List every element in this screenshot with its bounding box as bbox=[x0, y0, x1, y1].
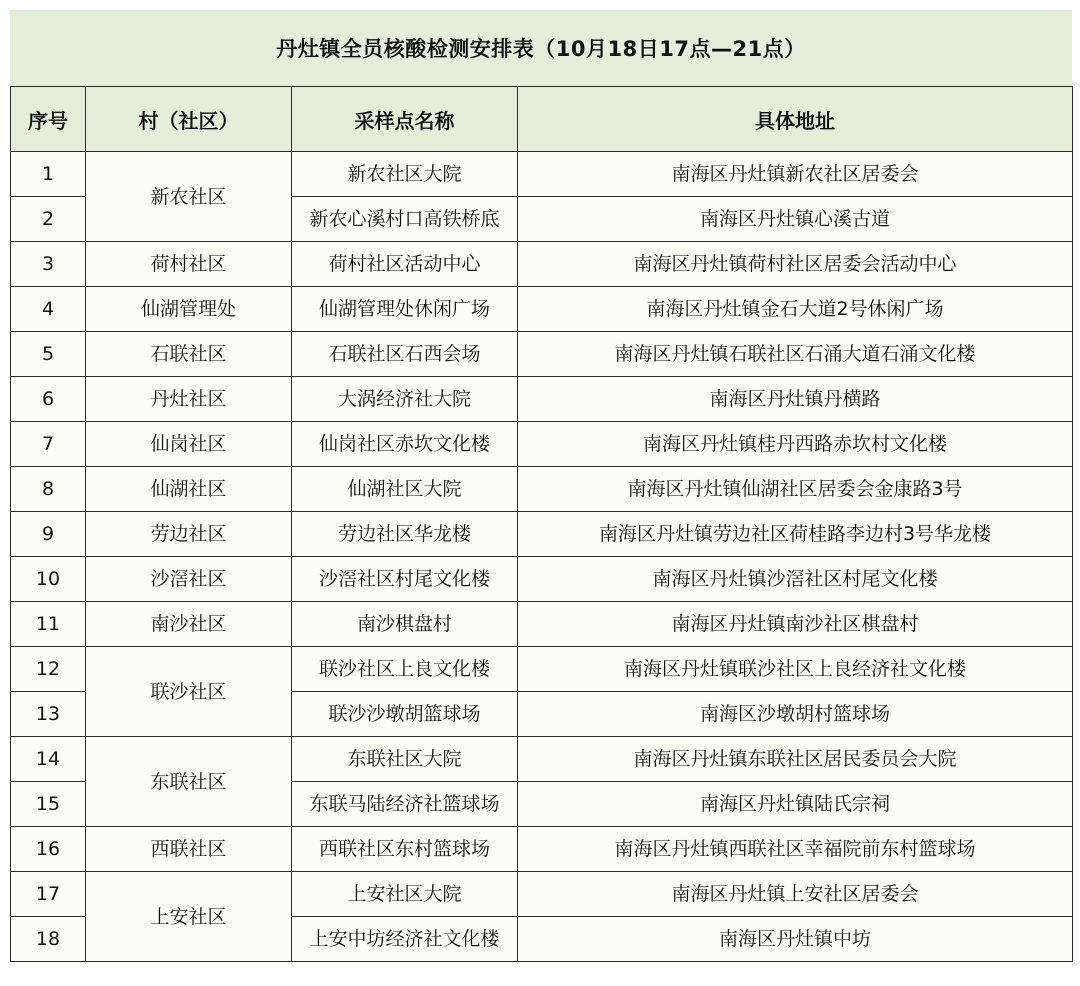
sampling-site-name: 沙滘社区村尾文化楼 bbox=[292, 557, 518, 602]
village-name: 仙湖社区 bbox=[86, 467, 292, 512]
table-row bbox=[11, 872, 1073, 917]
table-row bbox=[11, 737, 1073, 782]
site-address: 南海区丹灶镇联沙社区上良经济社文化楼 bbox=[518, 647, 1073, 692]
row-number: 2 bbox=[11, 197, 86, 242]
village-name: 石联社区 bbox=[86, 332, 292, 377]
site-address: 南海区丹灶镇劳边社区荷桂路李边村3号华龙楼 bbox=[518, 512, 1073, 557]
sampling-site-name: 联沙社区上良文化楼 bbox=[292, 647, 518, 692]
village-name: 上安社区 bbox=[86, 872, 292, 962]
row-number: 3 bbox=[11, 242, 86, 287]
sampling-site-name: 联沙沙墩胡篮球场 bbox=[292, 692, 518, 737]
row-number: 10 bbox=[11, 557, 86, 602]
village-name: 西联社区 bbox=[86, 827, 292, 872]
table-row bbox=[11, 287, 1073, 332]
row-number: 9 bbox=[11, 512, 86, 557]
row-number: 15 bbox=[11, 782, 86, 827]
village-name: 仙湖管理处 bbox=[86, 287, 292, 332]
site-address: 南海区丹灶镇新农社区居委会 bbox=[518, 152, 1073, 197]
village-name: 东联社区 bbox=[86, 737, 292, 827]
table-row bbox=[11, 647, 1073, 692]
site-address: 南海区丹灶镇沙滘社区村尾文化楼 bbox=[518, 557, 1073, 602]
sampling-site-name: 东联马陆经济社篮球场 bbox=[292, 782, 518, 827]
site-address: 南海区丹灶镇中坊 bbox=[518, 917, 1073, 962]
table-row bbox=[11, 152, 1073, 197]
village-name: 仙岗社区 bbox=[86, 422, 292, 467]
site-address: 南海区丹灶镇陆氏宗祠 bbox=[518, 782, 1073, 827]
site-address: 南海区丹灶镇仙湖社区居委会金康路3号 bbox=[518, 467, 1073, 512]
site-address: 南海区丹灶镇石联社区石涌大道石涌文化楼 bbox=[518, 332, 1073, 377]
sampling-site-name: 大涡经济社大院 bbox=[292, 377, 518, 422]
row-number: 7 bbox=[11, 422, 86, 467]
row-number: 1 bbox=[11, 152, 86, 197]
row-number: 4 bbox=[11, 287, 86, 332]
row-number: 11 bbox=[11, 602, 86, 647]
sampling-site-name: 石联社区石西会场 bbox=[292, 332, 518, 377]
schedule-sheet bbox=[10, 10, 1072, 976]
row-number: 16 bbox=[11, 827, 86, 872]
village-name: 南沙社区 bbox=[86, 602, 292, 647]
site-address: 南海区丹灶镇西联社区幸福院前东村篮球场 bbox=[518, 827, 1073, 872]
table-row bbox=[11, 557, 1073, 602]
sampling-site-name: 荷村社区活动中心 bbox=[292, 242, 518, 287]
header-cell-site: 采样点名称 bbox=[292, 87, 518, 152]
table-body bbox=[11, 152, 1073, 962]
village-name: 劳边社区 bbox=[86, 512, 292, 557]
sampling-site-name: 仙湖社区大院 bbox=[292, 467, 518, 512]
header-row bbox=[11, 87, 1073, 152]
row-number: 8 bbox=[11, 467, 86, 512]
site-address: 南海区丹灶镇心溪古道 bbox=[518, 197, 1073, 242]
table-title: 丹灶镇全员核酸检测安排表（10月18日17点—21点） bbox=[10, 10, 1072, 86]
sampling-site-name: 东联社区大院 bbox=[292, 737, 518, 782]
sampling-site-name: 仙岗社区赤坎文化楼 bbox=[292, 422, 518, 467]
sampling-site-name: 新农社区大院 bbox=[292, 152, 518, 197]
village-name: 联沙社区 bbox=[86, 647, 292, 737]
row-number: 12 bbox=[11, 647, 86, 692]
header-cell-village: 村（社区） bbox=[86, 87, 292, 152]
row-number: 14 bbox=[11, 737, 86, 782]
sampling-site-name: 上安社区大院 bbox=[292, 872, 518, 917]
header-cell-address: 具体地址 bbox=[518, 87, 1073, 152]
row-number: 5 bbox=[11, 332, 86, 377]
sampling-site-name: 劳边社区华龙楼 bbox=[292, 512, 518, 557]
site-address: 南海区丹灶镇桂丹西路赤坎村文化楼 bbox=[518, 422, 1073, 467]
row-number: 6 bbox=[11, 377, 86, 422]
site-address: 南海区丹灶镇上安社区居委会 bbox=[518, 872, 1073, 917]
table-row bbox=[11, 332, 1073, 377]
village-name: 新农社区 bbox=[86, 152, 292, 242]
sampling-site-name: 新农心溪村口高铁桥底 bbox=[292, 197, 518, 242]
table-row bbox=[11, 377, 1073, 422]
row-number: 18 bbox=[11, 917, 86, 962]
site-address: 南海区丹灶镇荷村社区居委会活动中心 bbox=[518, 242, 1073, 287]
table-row bbox=[11, 602, 1073, 647]
table-row bbox=[11, 242, 1073, 287]
village-name: 丹灶社区 bbox=[86, 377, 292, 422]
sampling-site-name: 西联社区东村篮球场 bbox=[292, 827, 518, 872]
table-row bbox=[11, 467, 1073, 512]
village-name: 沙滘社区 bbox=[86, 557, 292, 602]
row-number: 17 bbox=[11, 872, 86, 917]
sampling-site-name: 南沙棋盘村 bbox=[292, 602, 518, 647]
site-address: 南海区丹灶镇金石大道2号休闲广场 bbox=[518, 287, 1073, 332]
table-row bbox=[11, 422, 1073, 467]
row-number: 13 bbox=[11, 692, 86, 737]
sampling-site-name: 仙湖管理处休闲广场 bbox=[292, 287, 518, 332]
site-address: 南海区丹灶镇南沙社区棋盘村 bbox=[518, 602, 1073, 647]
site-address: 南海区沙墩胡村篮球场 bbox=[518, 692, 1073, 737]
site-address: 南海区丹灶镇东联社区居民委员会大院 bbox=[518, 737, 1073, 782]
sampling-site-name: 上安中坊经济社文化楼 bbox=[292, 917, 518, 962]
site-address: 南海区丹灶镇丹横路 bbox=[518, 377, 1073, 422]
village-name: 荷村社区 bbox=[86, 242, 292, 287]
header-cell-no: 序号 bbox=[11, 87, 86, 152]
table-row bbox=[11, 827, 1073, 872]
table-row bbox=[11, 512, 1073, 557]
schedule-table bbox=[10, 86, 1073, 962]
